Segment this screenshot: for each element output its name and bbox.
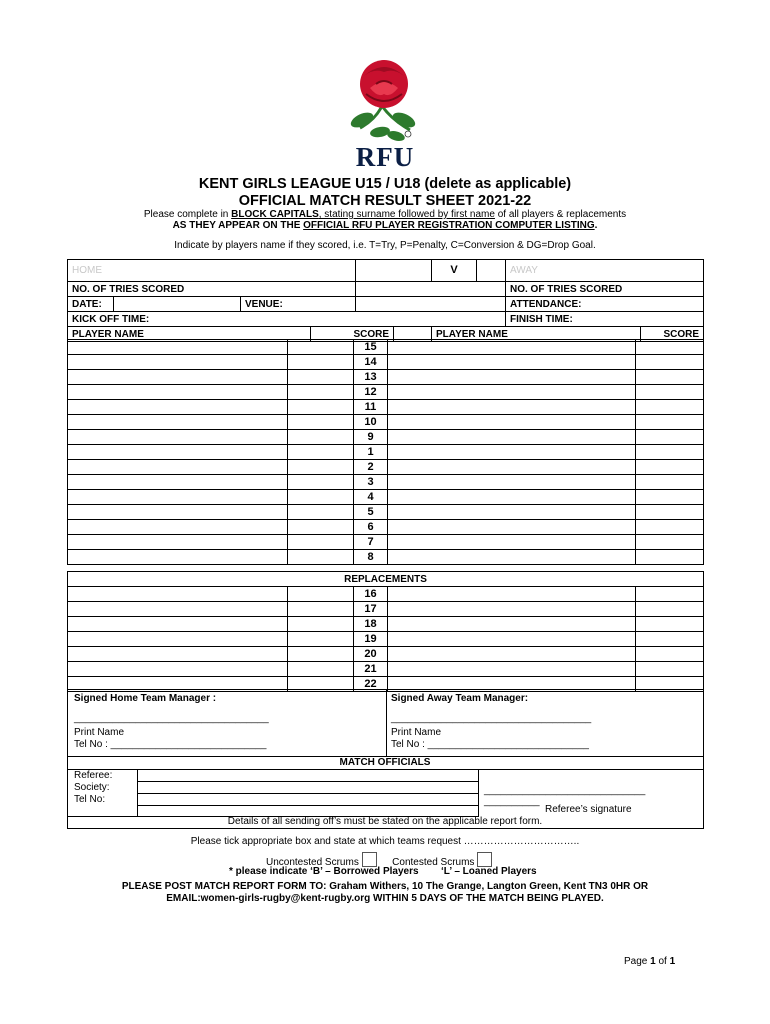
away-player-name-cell[interactable] xyxy=(388,445,636,460)
score-header-home: SCORE xyxy=(311,327,394,342)
finish-label: FINISH TIME: xyxy=(506,312,704,327)
away-score-cell[interactable] xyxy=(636,550,704,565)
away-player-name-cell[interactable] xyxy=(388,355,636,370)
away-print-name: Print Name xyxy=(391,727,442,738)
away-player-name-cell[interactable] xyxy=(388,602,636,617)
home-player-name-cell[interactable] xyxy=(68,460,288,475)
home-player-name-cell[interactable] xyxy=(68,647,288,662)
home-score-cell[interactable] xyxy=(288,550,354,565)
home-score-cell[interactable] xyxy=(288,647,354,662)
player-row xyxy=(68,587,704,602)
away-player-name-cell[interactable] xyxy=(388,632,636,647)
signed-away-label: Signed Away Team Manager: xyxy=(391,693,529,704)
player-row xyxy=(68,370,704,385)
home-score-cell[interactable] xyxy=(288,385,354,400)
position-number: 1 xyxy=(354,445,388,460)
home-score-cell[interactable] xyxy=(288,340,354,355)
rfu-logo xyxy=(340,58,430,170)
position-number: 3 xyxy=(354,475,388,490)
referee-signature-line-1[interactable]: _____________________________ xyxy=(484,785,646,796)
home-signature-line[interactable]: ___________________________________ xyxy=(74,713,269,724)
tel-label: Tel No: xyxy=(74,794,106,805)
position-number: 9 xyxy=(354,430,388,445)
players-table xyxy=(67,339,704,565)
title-line-2: OFFICIAL MATCH RESULT SHEET 2021-22 xyxy=(238,193,532,209)
away-score-cell[interactable] xyxy=(636,430,704,445)
referee-label: Referee: xyxy=(74,770,113,781)
away-player-name-cell[interactable] xyxy=(388,505,636,520)
home-tel[interactable]: Tel No : ____________________________ xyxy=(74,739,267,750)
home-score-cell[interactable] xyxy=(288,445,354,460)
position-number: 13 xyxy=(354,370,388,385)
home-player-name-cell[interactable] xyxy=(68,430,288,445)
position-number: 12 xyxy=(354,385,388,400)
home-player-name-cell[interactable] xyxy=(68,520,288,535)
away-player-name-cell[interactable] xyxy=(388,370,636,385)
away-player-name-cell[interactable] xyxy=(388,647,636,662)
instruction-line-1: Please complete in BLOCK CAPITALS, stating surname followed by first name of all players & replacements xyxy=(143,209,627,220)
player-name-header-home: PLAYER NAME xyxy=(68,327,311,342)
away-score-cell[interactable] xyxy=(636,632,704,647)
society-label: Society: xyxy=(74,782,110,793)
away-player-name-cell[interactable] xyxy=(388,460,636,475)
player-row xyxy=(68,340,704,355)
away-score-cell[interactable] xyxy=(636,617,704,632)
away-score-cell[interactable] xyxy=(636,647,704,662)
home-score-cell[interactable] xyxy=(288,400,354,415)
contested-checkbox[interactable] xyxy=(477,852,492,867)
player-row xyxy=(68,400,704,415)
player-row xyxy=(68,520,704,535)
player-row xyxy=(68,617,704,632)
away-player-name-cell[interactable] xyxy=(388,430,636,445)
away-player-name-cell[interactable] xyxy=(388,550,636,565)
uncontested-label: Uncontested Scrums xyxy=(266,857,359,868)
away-player-name-cell[interactable] xyxy=(388,587,636,602)
away-score-cell[interactable] xyxy=(636,490,704,505)
tick-instruction: Please tick appropriate box and state at which teams request …………………………….. xyxy=(190,836,580,847)
home-score-cell[interactable] xyxy=(288,535,354,550)
replacements-table xyxy=(67,571,704,692)
player-row xyxy=(68,505,704,520)
position-number: 2 xyxy=(354,460,388,475)
sendoff-note: Details of all sending off’s must be stated on the applicable report form. xyxy=(227,816,543,827)
post-line-2: EMAIL:women-girls-rugby@kent-rugby.org WITHIN 5 DAYS OF THE MATCH BEING PLAYED. xyxy=(166,893,604,904)
player-row xyxy=(68,445,704,460)
home-score-cell[interactable] xyxy=(288,505,354,520)
player-row xyxy=(68,430,704,445)
home-player-name-cell[interactable] xyxy=(68,340,288,355)
position-number: 7 xyxy=(354,535,388,550)
away-score-cell[interactable] xyxy=(636,415,704,430)
position-number: 18 xyxy=(354,617,388,632)
home-score-cell[interactable] xyxy=(288,602,354,617)
uncontested-checkbox[interactable] xyxy=(362,852,377,867)
home-score-cell[interactable] xyxy=(288,490,354,505)
away-player-name-cell[interactable] xyxy=(388,400,636,415)
position-number: 10 xyxy=(354,415,388,430)
borrowed-note: * please indicate ‘B’ – Borrowed Players xyxy=(229,866,419,877)
away-score-cell[interactable] xyxy=(636,460,704,475)
rose-icon xyxy=(340,58,430,143)
position-number: 5 xyxy=(354,505,388,520)
player-row xyxy=(68,385,704,400)
away-score-cell[interactable] xyxy=(636,385,704,400)
position-number: 4 xyxy=(354,490,388,505)
player-row xyxy=(68,415,704,430)
home-score-cell[interactable] xyxy=(288,430,354,445)
match-header-table xyxy=(67,259,704,342)
position-number: 14 xyxy=(354,355,388,370)
away-player-name-cell[interactable] xyxy=(388,385,636,400)
home-score-cell[interactable] xyxy=(288,355,354,370)
player-row xyxy=(68,632,704,647)
home-player-name-cell[interactable] xyxy=(68,587,288,602)
post-line-1: PLEASE POST MATCH REPORT FORM TO: Graham Withers, 10 The Grange, Langton Green, Kent TN3 0HR OR xyxy=(121,881,649,892)
away-score-cell[interactable] xyxy=(636,535,704,550)
player-name-header-away: PLAYER NAME xyxy=(432,327,641,342)
home-player-name-cell[interactable] xyxy=(68,355,288,370)
kickoff-label: KICK OFF TIME: xyxy=(68,312,394,327)
position-number: 19 xyxy=(354,632,388,647)
instruction-line-2: AS THEY APPEAR ON THE OFFICIAL RFU PLAYER REGISTRATION COMPUTER LISTING. xyxy=(172,220,598,231)
position-number: 15 xyxy=(354,340,388,355)
away-signature-line[interactable]: ____________________________________ xyxy=(391,713,592,724)
referee-signature-label: Referee’s signature xyxy=(545,804,632,815)
home-player-name-cell[interactable] xyxy=(68,415,288,430)
player-row xyxy=(68,647,704,662)
home-player-name-cell[interactable] xyxy=(68,490,288,505)
position-number: 8 xyxy=(354,550,388,565)
home-score-cell[interactable] xyxy=(288,520,354,535)
away-team-field[interactable]: AWAY xyxy=(506,260,704,282)
home-player-name-cell[interactable] xyxy=(68,535,288,550)
referee-signature-line-2[interactable]: __________ xyxy=(484,796,540,807)
away-player-name-cell[interactable] xyxy=(388,340,636,355)
home-player-name-cell[interactable] xyxy=(68,662,288,677)
instruction-line-3: Indicate by players name if they scored, i.e. T=Try, P=Penalty, C=Conversion & DG=Drop Goal. xyxy=(174,240,596,251)
away-score-cell[interactable] xyxy=(636,662,704,677)
position-number: 17 xyxy=(354,602,388,617)
score-header-away: SCORE xyxy=(641,327,704,342)
away-tries-label: NO. OF TRIES SCORED xyxy=(506,282,704,297)
away-score-cell[interactable] xyxy=(636,602,704,617)
position-number: 20 xyxy=(354,647,388,662)
home-player-name-cell[interactable] xyxy=(68,550,288,565)
player-row xyxy=(68,355,704,370)
home-team-field[interactable]: HOME xyxy=(68,260,356,282)
replacements-header: REPLACEMENTS xyxy=(68,572,704,587)
home-score-cell[interactable] xyxy=(288,475,354,490)
home-score-field[interactable] xyxy=(356,260,432,282)
attendance-label: ATTENDANCE: xyxy=(506,297,704,312)
away-player-name-cell[interactable] xyxy=(388,662,636,677)
title-line-1: KENT GIRLS LEAGUE U15 / U18 (delete as applicable) xyxy=(198,176,572,192)
away-player-name-cell[interactable] xyxy=(388,490,636,505)
loaned-note: ‘L’ – Loaned Players xyxy=(441,866,537,877)
away-score-cell[interactable] xyxy=(636,370,704,385)
home-score-cell[interactable] xyxy=(288,632,354,647)
versus-label: V xyxy=(432,260,477,282)
player-row xyxy=(68,475,704,490)
away-score-cell[interactable] xyxy=(636,400,704,415)
away-score-field[interactable] xyxy=(477,260,506,282)
date-label: DATE: xyxy=(68,297,114,312)
position-number: 16 xyxy=(354,587,388,602)
venue-field[interactable] xyxy=(356,297,506,312)
away-player-name-cell[interactable] xyxy=(388,475,636,490)
home-score-cell[interactable] xyxy=(288,460,354,475)
home-player-name-cell[interactable] xyxy=(68,475,288,490)
home-tries-label: NO. OF TRIES SCORED xyxy=(68,282,356,297)
away-player-name-cell[interactable] xyxy=(388,617,636,632)
home-score-cell[interactable] xyxy=(288,617,354,632)
date-field[interactable] xyxy=(114,297,241,312)
home-player-name-cell[interactable] xyxy=(68,632,288,647)
page-number: Page 1 of 1 xyxy=(624,956,676,967)
home-score-cell[interactable] xyxy=(288,587,354,602)
player-row xyxy=(68,490,704,505)
position-number: 6 xyxy=(354,520,388,535)
home-player-name-cell[interactable] xyxy=(68,400,288,415)
home-player-name-cell[interactable] xyxy=(68,602,288,617)
away-score-cell[interactable] xyxy=(636,505,704,520)
home-score-cell[interactable] xyxy=(288,415,354,430)
signed-home-label: Signed Home Team Manager : xyxy=(74,693,217,704)
venue-label: VENUE: xyxy=(241,297,356,312)
home-player-name-cell[interactable] xyxy=(68,505,288,520)
player-row xyxy=(68,460,704,475)
away-player-name-cell[interactable] xyxy=(388,535,636,550)
away-score-cell[interactable] xyxy=(636,520,704,535)
player-row xyxy=(68,602,704,617)
home-print-name: Print Name xyxy=(74,727,125,738)
home-score-cell[interactable] xyxy=(288,662,354,677)
home-player-name-cell[interactable] xyxy=(68,385,288,400)
home-score-cell[interactable] xyxy=(288,370,354,385)
away-tel[interactable]: Tel No : _____________________________ xyxy=(391,739,589,750)
home-player-name-cell[interactable] xyxy=(68,445,288,460)
player-row xyxy=(68,535,704,550)
away-player-name-cell[interactable] xyxy=(388,415,636,430)
away-player-name-cell[interactable] xyxy=(388,520,636,535)
away-score-cell[interactable] xyxy=(636,445,704,460)
match-officials-header: MATCH OFFICIALS xyxy=(339,757,431,768)
position-number: 22 xyxy=(354,677,388,692)
away-score-cell[interactable] xyxy=(636,340,704,355)
home-player-name-cell[interactable] xyxy=(68,617,288,632)
away-score-cell[interactable] xyxy=(636,587,704,602)
home-tries-field[interactable] xyxy=(356,282,506,297)
player-row xyxy=(68,662,704,677)
position-number: 21 xyxy=(354,662,388,677)
rfu-wordmark: RFU xyxy=(355,142,415,172)
player-row xyxy=(68,550,704,565)
contested-label: Contested Scrums xyxy=(392,857,475,868)
away-score-cell[interactable] xyxy=(636,355,704,370)
away-score-cell[interactable] xyxy=(636,475,704,490)
home-player-name-cell[interactable] xyxy=(68,370,288,385)
position-number: 11 xyxy=(354,400,388,415)
